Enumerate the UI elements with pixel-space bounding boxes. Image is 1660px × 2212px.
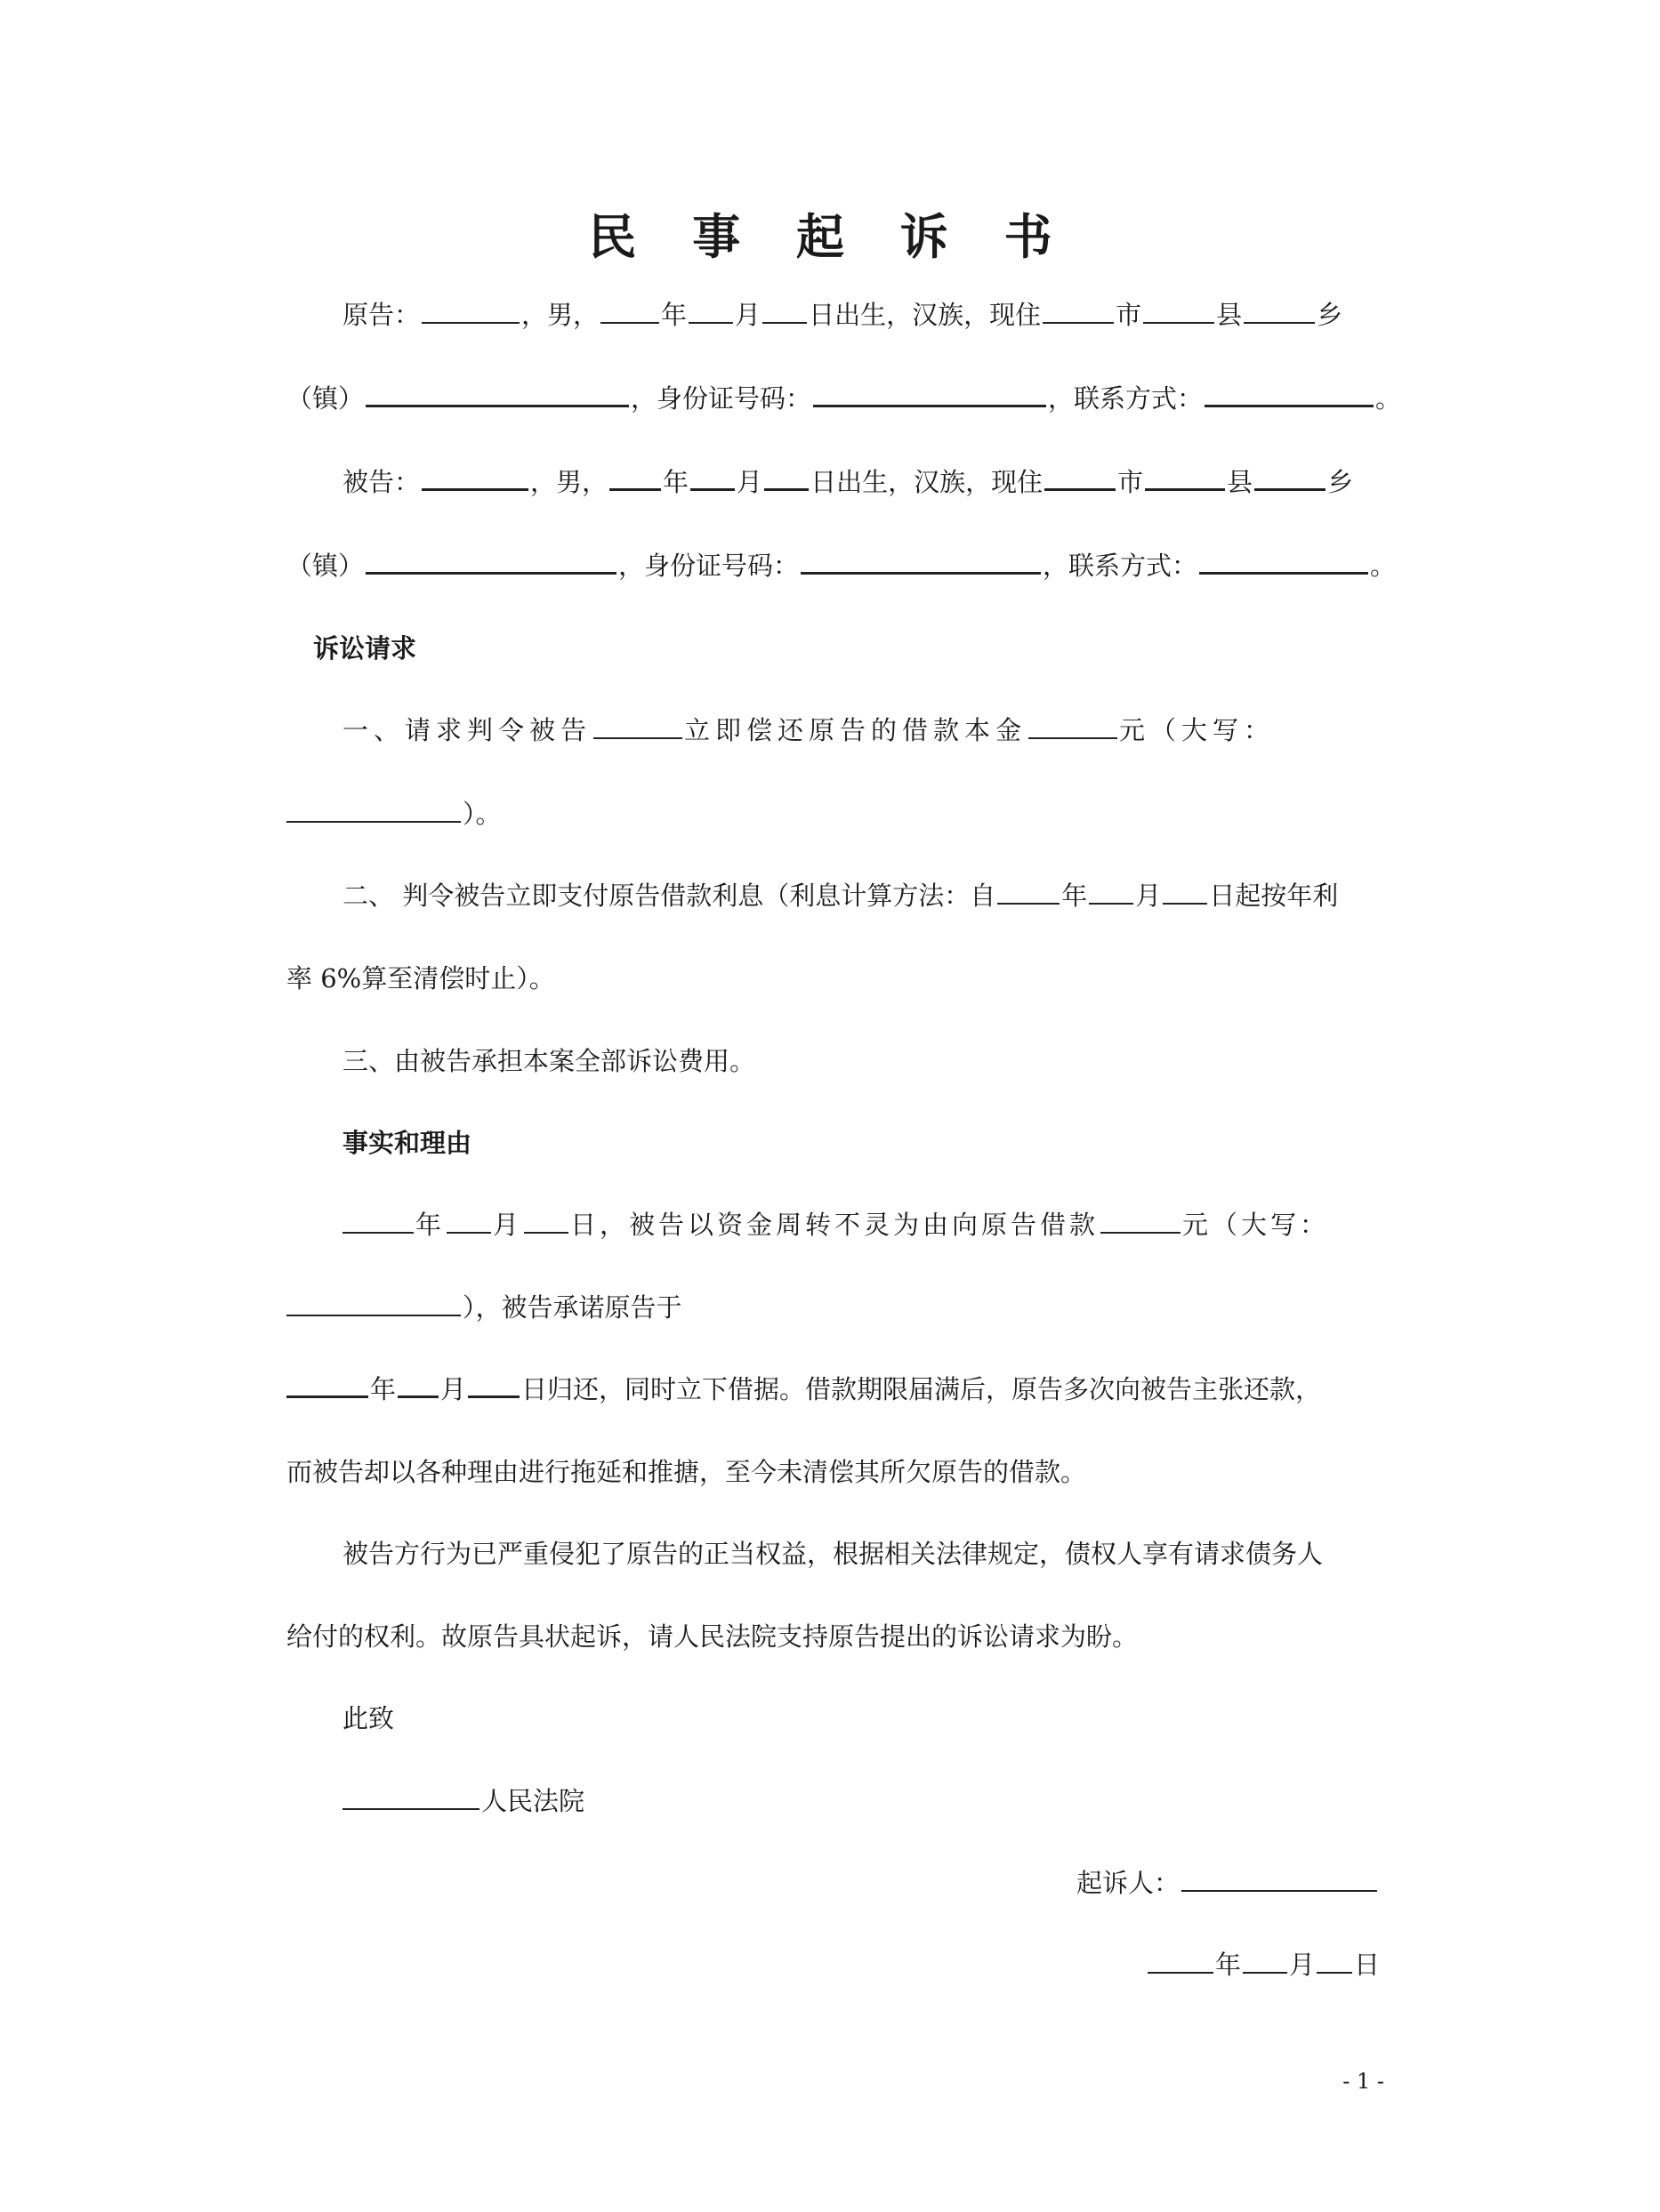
defendant-year: 年 bbox=[663, 467, 689, 497]
defendant-gender: ，男， bbox=[530, 467, 608, 497]
claim-1-text-b: 立即偿还原告的借款本金 bbox=[684, 715, 1027, 745]
defendant-birth: 日出生，汉族，现住 bbox=[810, 467, 1044, 497]
plaintiff-city-blank bbox=[1043, 299, 1114, 324]
plaintiff-city: 市 bbox=[1116, 300, 1142, 330]
plaintiff-township: 乡 bbox=[1317, 300, 1343, 330]
defendant-township: 乡 bbox=[1327, 467, 1354, 497]
facts-year: 年 bbox=[415, 1210, 446, 1240]
claim-2-month-blank bbox=[1089, 880, 1133, 905]
claim-1-capital-blank bbox=[286, 798, 461, 823]
defendant-city: 市 bbox=[1117, 467, 1144, 497]
defendant-line-2 bbox=[286, 548, 1396, 583]
plaintiff-town-blank bbox=[366, 382, 629, 407]
page-title: 民 事 起 诉 书 bbox=[588, 209, 1072, 265]
defendant-contact-blank bbox=[1199, 549, 1368, 575]
facts-return-month: 月 bbox=[440, 1374, 467, 1404]
date-line bbox=[1148, 1947, 1380, 1983]
plaintiff-end: 。 bbox=[1375, 383, 1402, 414]
claim-1-text-c: 元（大写： bbox=[1119, 715, 1276, 745]
facts-month: 月 bbox=[493, 1210, 523, 1240]
facts-line-3 bbox=[286, 1371, 1321, 1407]
claim-2-text-d: 日起按年利 bbox=[1209, 881, 1339, 911]
defendant-end: 。 bbox=[1370, 551, 1397, 581]
defendant-id-blank bbox=[801, 549, 1041, 575]
defendant-name-blank bbox=[422, 465, 528, 491]
claim-2-day-blank bbox=[1163, 880, 1207, 905]
claim-1-line-1 bbox=[342, 712, 1275, 748]
plaintiff-county-blank bbox=[1143, 299, 1214, 324]
closing-to: 此致 bbox=[342, 1703, 395, 1733]
date-day: 日 bbox=[1354, 1950, 1381, 1980]
date-day-blank bbox=[1317, 1949, 1352, 1974]
facts-day-blank bbox=[524, 1209, 568, 1234]
facts-capital-blank bbox=[286, 1291, 461, 1316]
defendant-month-blank bbox=[690, 465, 735, 491]
date-year: 年 bbox=[1215, 1950, 1242, 1980]
defendant-label: 被告： bbox=[342, 467, 421, 497]
facts-promise-text: ），被告承诺原告于 bbox=[463, 1292, 682, 1323]
claim-1-text-d: ）。 bbox=[463, 799, 502, 829]
claim-3-line: 三、由被告承担本案全部诉讼费用。 bbox=[342, 1046, 756, 1076]
defendant-county-blank bbox=[1145, 465, 1225, 491]
facts-line-4: 而被告却以各种理由进行拖延和推搪，至今未清偿其所欠原告的借款。 bbox=[286, 1457, 1087, 1487]
plaintiff-contact-blank bbox=[1205, 382, 1374, 407]
plaintiff-line-2 bbox=[286, 381, 1401, 416]
claim-1-defendant-blank bbox=[593, 714, 682, 739]
facts-return-day-blank bbox=[468, 1372, 520, 1398]
claim-2-year-blank bbox=[997, 880, 1060, 905]
plaintiff-signature-blank bbox=[1181, 1867, 1377, 1892]
defendant-town-blank bbox=[366, 549, 616, 575]
defendant-town: （镇） bbox=[286, 551, 365, 581]
facts-return-month-blank bbox=[398, 1372, 439, 1398]
defendant-contact-label: ，联系方式： bbox=[1043, 551, 1198, 581]
plaintiff-birth: 日出生，汉族，现住 bbox=[809, 300, 1042, 330]
defendant-month: 月 bbox=[737, 467, 763, 497]
facts-year-blank bbox=[342, 1209, 414, 1234]
plaintiff-gender: ，男， bbox=[521, 300, 600, 330]
facts-return-text: 日归还，同时立下借据。借款期限届满后，原告多次向被告主张还款， bbox=[521, 1374, 1322, 1404]
claim-1-text-a: 一、请求判令被告 bbox=[342, 715, 592, 745]
plaintiff-county: 县 bbox=[1216, 300, 1243, 330]
defendant-year-blank bbox=[609, 465, 661, 491]
facts-return-year-blank bbox=[286, 1372, 368, 1398]
plaintiff-day-blank bbox=[762, 299, 807, 324]
claim-2-month: 月 bbox=[1135, 881, 1162, 911]
facts-line-1 bbox=[342, 1207, 1329, 1243]
plaintiff-name-blank bbox=[422, 299, 520, 324]
claim-1-amount-blank bbox=[1028, 714, 1117, 739]
claim-1-line-2 bbox=[286, 796, 502, 832]
facts-line-6: 给付的权利。故原告具状起诉，请人民法院支持原告提出的诉讼请求为盼。 bbox=[286, 1621, 1139, 1652]
plaintiff-month: 月 bbox=[735, 300, 762, 330]
plaintiff-id-label: ，身份证号码： bbox=[631, 383, 812, 414]
facts-heading: 事实和理由 bbox=[342, 1128, 472, 1158]
defendant-township-blank bbox=[1254, 465, 1326, 491]
court-text: 人民法院 bbox=[481, 1786, 585, 1816]
date-month: 月 bbox=[1289, 1950, 1316, 1980]
plaintiff-label: 原告： bbox=[342, 300, 421, 330]
plaintiff-town: （镇） bbox=[286, 383, 365, 414]
facts-amount-blank bbox=[1100, 1209, 1181, 1234]
claim-2-line-1 bbox=[342, 878, 1338, 913]
date-year-blank bbox=[1148, 1949, 1213, 1974]
plaintiff-year-blank bbox=[600, 299, 659, 324]
defendant-county: 县 bbox=[1227, 467, 1253, 497]
defendant-line-1 bbox=[342, 464, 1353, 500]
plaintiff-line-1 bbox=[342, 297, 1342, 333]
facts-line-2 bbox=[286, 1290, 682, 1325]
facts-line-5: 被告方行为已严重侵犯了原告的正当权益，根据相关法律规定，债权人享有请求债务人 bbox=[342, 1539, 1324, 1569]
plaintiff-contact-label: ，联系方式： bbox=[1048, 383, 1204, 414]
facts-yuan-text: 元（大写： bbox=[1182, 1210, 1330, 1240]
facts-return-year: 年 bbox=[370, 1374, 397, 1404]
defendant-id-label: ，身份证号码： bbox=[618, 551, 800, 581]
plaintiff-signature-line bbox=[1076, 1865, 1379, 1901]
claim-2-line-2: 率 6%算至清偿时止）。 bbox=[286, 963, 555, 993]
plaintiff-year: 年 bbox=[661, 300, 688, 330]
page-number: - 1 - bbox=[1342, 2069, 1384, 2094]
date-month-blank bbox=[1243, 1949, 1287, 1974]
defendant-city-blank bbox=[1044, 465, 1116, 491]
claim-2-text-a: 二、 判令被告立即支付原告借款利息（利息计算方法：自 bbox=[342, 881, 996, 911]
facts-month-blank bbox=[447, 1209, 491, 1234]
claims-heading: 诉讼请求 bbox=[313, 633, 417, 664]
claim-2-year: 年 bbox=[1061, 881, 1088, 911]
plaintiff-township-blank bbox=[1244, 299, 1315, 324]
facts-day-text: 日，被告以资金周转不灵为由向原告借款 bbox=[570, 1210, 1100, 1240]
plaintiff-signature-label: 起诉人： bbox=[1076, 1868, 1181, 1898]
court-name-blank bbox=[342, 1785, 479, 1810]
plaintiff-month-blank bbox=[689, 299, 733, 324]
plaintiff-id-blank bbox=[813, 382, 1046, 407]
closing-court-line bbox=[342, 1783, 584, 1819]
defendant-day-blank bbox=[764, 465, 809, 491]
